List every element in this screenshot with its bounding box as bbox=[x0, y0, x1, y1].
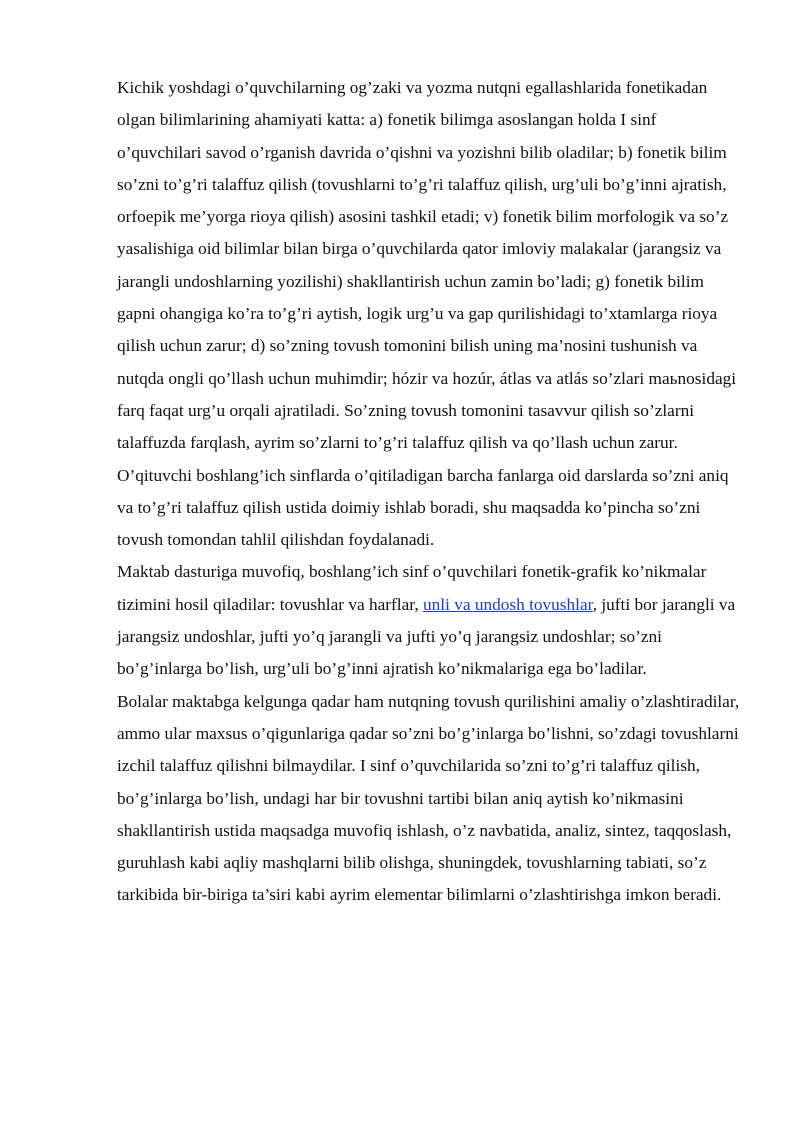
paragraph-text-after-link: , jufti bor jarangli va jarangsiz undoshlar, jufti yo’q jarangli va jufti yo’q jarangsiz undoshlar; so’zni bo’g’inlarga bo’lish, urg’uli bo’g’inni ajratish ko’nikmalariga ega bo’ladilar. bbox=[117, 594, 736, 679]
document-body bbox=[117, 72, 742, 912]
paragraph-text-before-link: Maktab dasturiga muvofiq, boshlang’ich sinf o’quvchilari fonetik-grafik ko’nikmalar tizimini hosil qiladilar: tovushlar va harflar, bbox=[117, 562, 707, 614]
paragraph-curriculum-skills bbox=[117, 556, 742, 685]
paragraph-text: Bolalar maktabga kelgunga qadar ham nutqning tovush qurilishini amaliy o’zlashtiradilar, ammo ular maxsus o’qigunlariga qadar so’zni bo’g’inlarga bo’lishni, so’zdagi tovushlarni izchil talaffuz qilishni bilmaydilar. I sinf o’quvchilarida so’zni to’g’ri talaffuz qilish, bo’g’inlarga bo’lish, undagi har bir tovushni tartibi bilan aniq aytish ko’nikmasini shakllantirish ustida maqsadga muvofiq ishlash, o’z navbatida, analiz, sintez, taqqoslash, guruhlash kabi aqliy mashqlarni bilib olishga, shuningdek, tovushlarning tabiati, so’z tarkibida bir-biriga ta’siri kabi ayrim elementar bilimlarni o’zlashtirishga imkon beradi. bbox=[117, 691, 740, 905]
paragraph-preschool-speech bbox=[117, 686, 742, 912]
paragraph-phonetics-importance bbox=[117, 72, 742, 460]
paragraph-text: Kichik yoshdagi o’quvchilarning og’zaki va yozma nutqni egallashlarida fonetikadan olgan bilimlarining ahamiyati katta: a) fonetik bilimga asoslangan holda I sinf o’quvchilari savod o’rganish davrida o’qishni va yozishni bilib oladilar; b) fonetik bilim so’zni to’g’ri talaffuz qilish (tovushlarni to’g’ri talaffuz qilish, urg’uli bo’g’inni ajratish, orfoepik me’yorga rioya qilish) asosini tashkil etadi; v) fonetik bilim morfologik va so’z yasalishiga oid bilimlar bilan birga o’quvchilarda qator imloviy malakalar (jarangsiz va jarangli undoshlarning yozilishi) shakllantirish uchun zamin bo’ladi; g) fonetik bilim gapni ohangiga ko’ra to’g’ri aytish, logik urg’u va gap qurilishidagi to’xtamlarga rioya qilish uchun zarur; d) so’zning tovush tomonini bilish uning ma’nosini tushunish va nutqda ongli qo’llash uchun muhimdir; hózir va hozúr, átlas va atlás so’zlari maьnosidagi farq faqat urg’u orqali ajratiladi. So’zning tovush tomonini tasavvur qilish so’zlarni talaffuzda farqlash, ayrim so’zlarni to’g’ri talaffuz qilish va qo’llash uchun zarur. bbox=[117, 78, 737, 453]
paragraph-text: O’qituvchi boshlang’ich sinflarda o’qitiladigan barcha fanlarga oid darslarda so’zni aniq va to’g’ri talaffuz qilish ustida doimiy ishlab boradi, shu maqsadda ko’pincha so’zni tovush tomondan tahlil qilishdan foydalanadi. bbox=[117, 465, 729, 550]
paragraph-teacher-practice bbox=[117, 460, 742, 557]
vowels-consonants-link[interactable]: unli va undosh tovushlar bbox=[422, 594, 593, 614]
